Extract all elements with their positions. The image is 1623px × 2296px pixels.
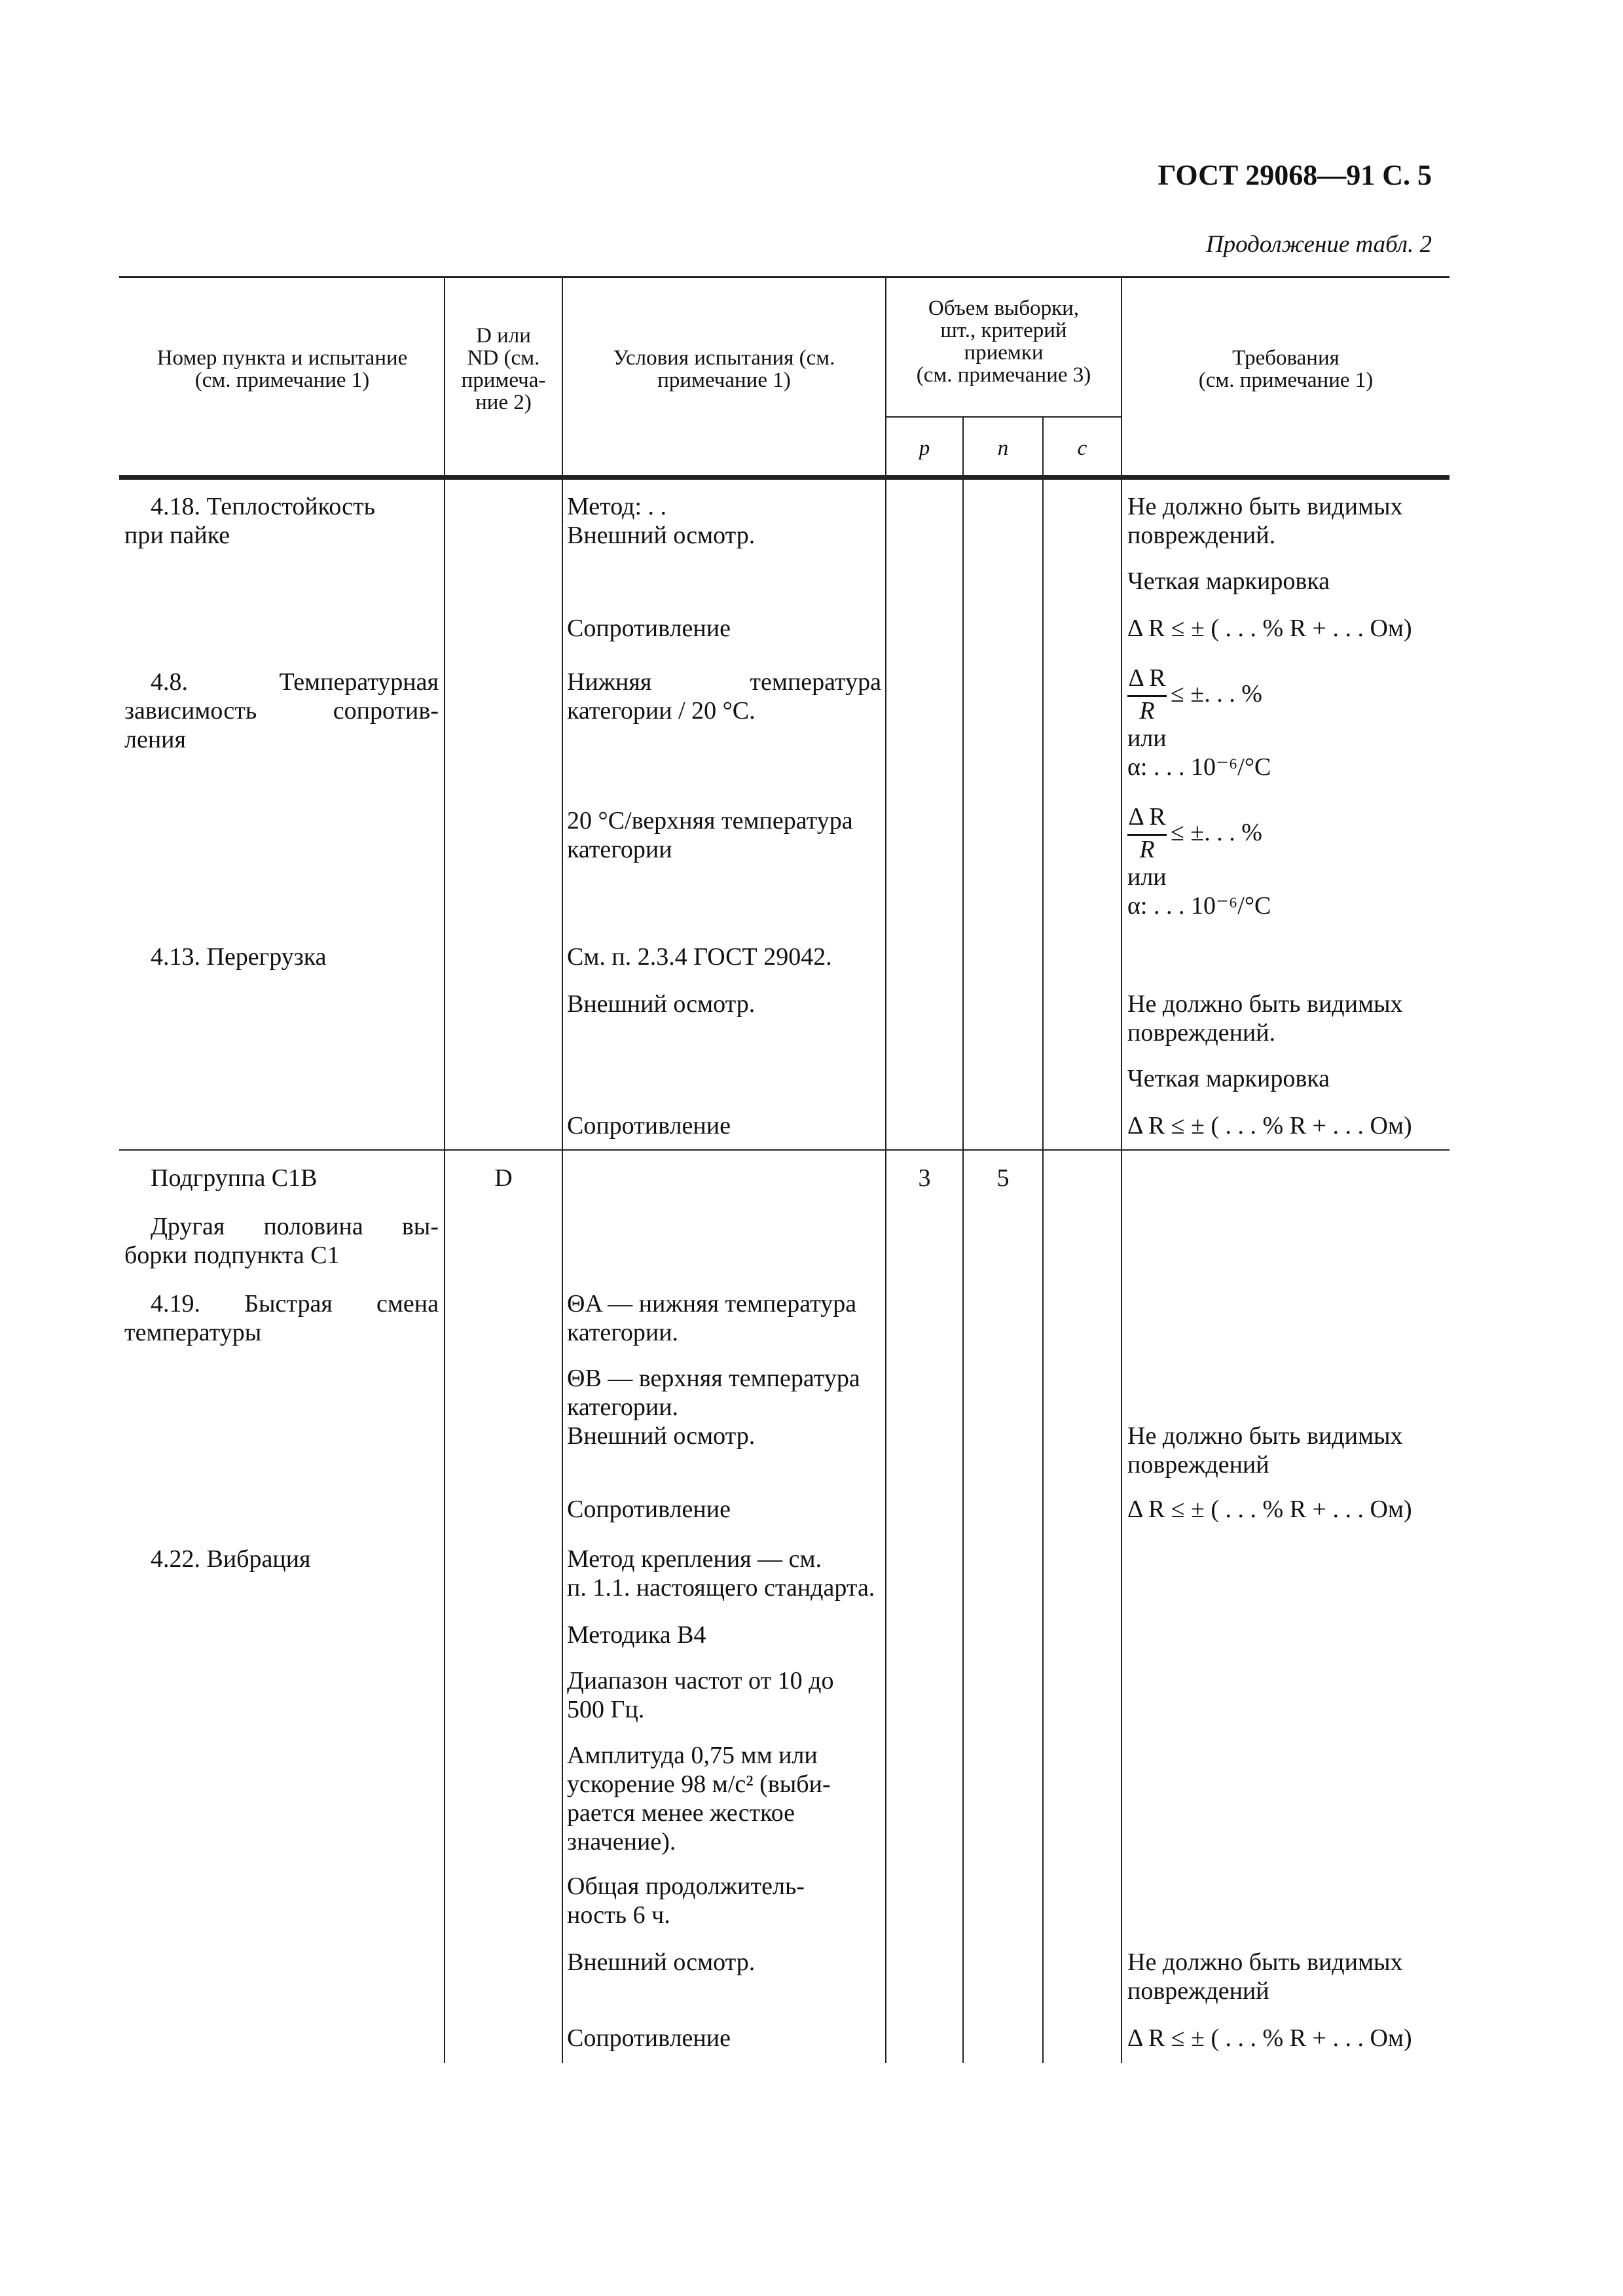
cond-4-19-theta-b: ΘB — верхняя температура категории. Внешний осмотр. (567, 1365, 860, 1450)
cond-4-22-method: Методика В4 (567, 1621, 706, 1649)
req-4-13-resistance: Δ R ≤ ± ( . . . % R + . . . Ом) (1127, 1112, 1412, 1139)
req-4-19-damage: Не должно быть видимых повреждений (1127, 1422, 1403, 1479)
table-top-border (119, 276, 1450, 278)
fraction-numerator: Δ R (1128, 803, 1166, 831)
subgroup-dnd: D (494, 1164, 513, 1192)
page-title: ГОСТ 29068—91 С. 5 (1158, 159, 1432, 191)
item-4-19-line2: температуры (124, 1319, 262, 1346)
fraction-numerator: Δ R (1128, 664, 1166, 692)
col-divider-2 (562, 276, 563, 2063)
cond-4-8-lower-line1: Нижняя температура (567, 668, 881, 696)
req-4-13-damage: Не должно быть видимых повреждений. (1127, 990, 1403, 1047)
item-4-8-line2: зависимость сопротив- (124, 697, 439, 725)
req-4-8-or: или (1127, 725, 1167, 752)
cond-4-18-resistance: Сопротивление (567, 615, 731, 642)
req-4-18-marking: Четкая маркировка (1127, 567, 1330, 595)
col-header-n: n (997, 437, 1009, 460)
fraction-denominator: R (1139, 836, 1155, 863)
col-divider-p (962, 416, 964, 2063)
fraction-tolerance: ≤ ±. . . % (1171, 819, 1262, 846)
cond-4-22-amplitude: Амплитуда 0,75 мм или ускорение 98 м/с² (выби- рается менее жесткое значение). (567, 1742, 831, 1856)
cond-4-8-upper: 20 °С/верхняя температура категории (567, 807, 853, 863)
fraction-denominator: R (1139, 697, 1155, 725)
req-4-8-upper-alpha: α: . . . 10⁻⁶/°С (1127, 892, 1271, 920)
table-head-bottom-border (119, 475, 1450, 480)
cond-4-13-visual: Внешний осмотр. (567, 990, 756, 1018)
req-4-8-alpha: α: . . . 10⁻⁶/°С (1127, 753, 1271, 781)
subgroup-note-line2: борки подпункта С1 (124, 1242, 340, 1269)
req-4-22-damage: Не должно быть видимых повреждений (1127, 1948, 1403, 2005)
cond-4-22-mounting: Метод крепления — см. п. 1.1. настоящего стандарта. (567, 1545, 875, 1602)
item-4-19-line1: 4.19. Быстрая смена (151, 1290, 439, 1318)
table-continuation-label: Продолжение табл. 2 (1205, 231, 1432, 258)
req-4-13-marking: Четкая маркировка (1127, 1065, 1330, 1092)
subgroup-n: 5 (996, 1164, 1010, 1192)
col-header-requirements: Требования (см. примечание 1) (1198, 346, 1374, 392)
fraction-tolerance: ≤ ±. . . % (1171, 680, 1262, 708)
subgroup-p: 3 (918, 1164, 931, 1192)
subheader-line (885, 416, 1121, 418)
req-4-8-upper-or: или (1127, 863, 1167, 891)
cond-4-19-theta-a: ΘA — нижняя температура категории. (567, 1290, 857, 1346)
cond-4-22-duration: Общая продолжитель- ность 6 ч. (567, 1873, 805, 1929)
item-4-18: 4.18. Теплостойкость при пайке (124, 493, 375, 549)
col-header-item: Номер пункта и испытание (см. примечание 1) (156, 346, 408, 392)
subgroup-title: Подгруппа С1В (151, 1164, 318, 1192)
col-header-c: c (1077, 437, 1087, 460)
req-4-18-damage: Не должно быть видимых повреждений. (1127, 493, 1403, 549)
item-4-8-line1: 4.8. Температурная (151, 668, 439, 696)
cond-4-13-ref: См. п. 2.3.4 ГОСТ 29042. (567, 943, 832, 971)
cond-4-22-visual: Внешний осмотр. (567, 1948, 756, 1976)
col-divider-n (1042, 416, 1044, 2063)
req-4-18-resistance: Δ R ≤ ± ( . . . % R + . . . Ом) (1127, 615, 1412, 642)
cond-4-19-resistance: Сопротивление (567, 1496, 731, 1523)
req-4-19-resistance: Δ R ≤ ± ( . . . % R + . . . Ом) (1127, 1496, 1412, 1523)
col-header-conditions: Условия испытания (см. примечание 1) (613, 346, 835, 392)
cond-4-18-method: Метод: . . Внешний осмотр. (567, 493, 756, 549)
cond-4-13-resistance: Сопротивление (567, 1112, 731, 1139)
req-4-22-resistance: Δ R ≤ ± ( . . . % R + . . . Ом) (1127, 2024, 1412, 2052)
group-divider-line (119, 1149, 1450, 1151)
item-4-13: 4.13. Перегрузка (151, 943, 327, 971)
item-4-22: 4.22. Вибрация (151, 1545, 311, 1573)
subgroup-note-line1: Другая половина вы- (151, 1213, 439, 1240)
col-divider-4 (1121, 276, 1122, 2063)
cond-4-8-lower-line2: категории / 20 °С. (567, 697, 756, 725)
col-header-p: p (919, 437, 930, 460)
item-4-8-line3: ления (124, 726, 186, 753)
cond-4-22-resistance: Сопротивление (567, 2024, 731, 2052)
col-header-dnd: D или ND (см. примеча- ние 2) (461, 324, 546, 414)
col-header-sample: Объем выборки, шт., критерий приемки (см. примечание 3) (916, 296, 1091, 387)
cond-4-22-frequency: Диапазон частот от 10 до 500 Гц. (567, 1667, 834, 1723)
